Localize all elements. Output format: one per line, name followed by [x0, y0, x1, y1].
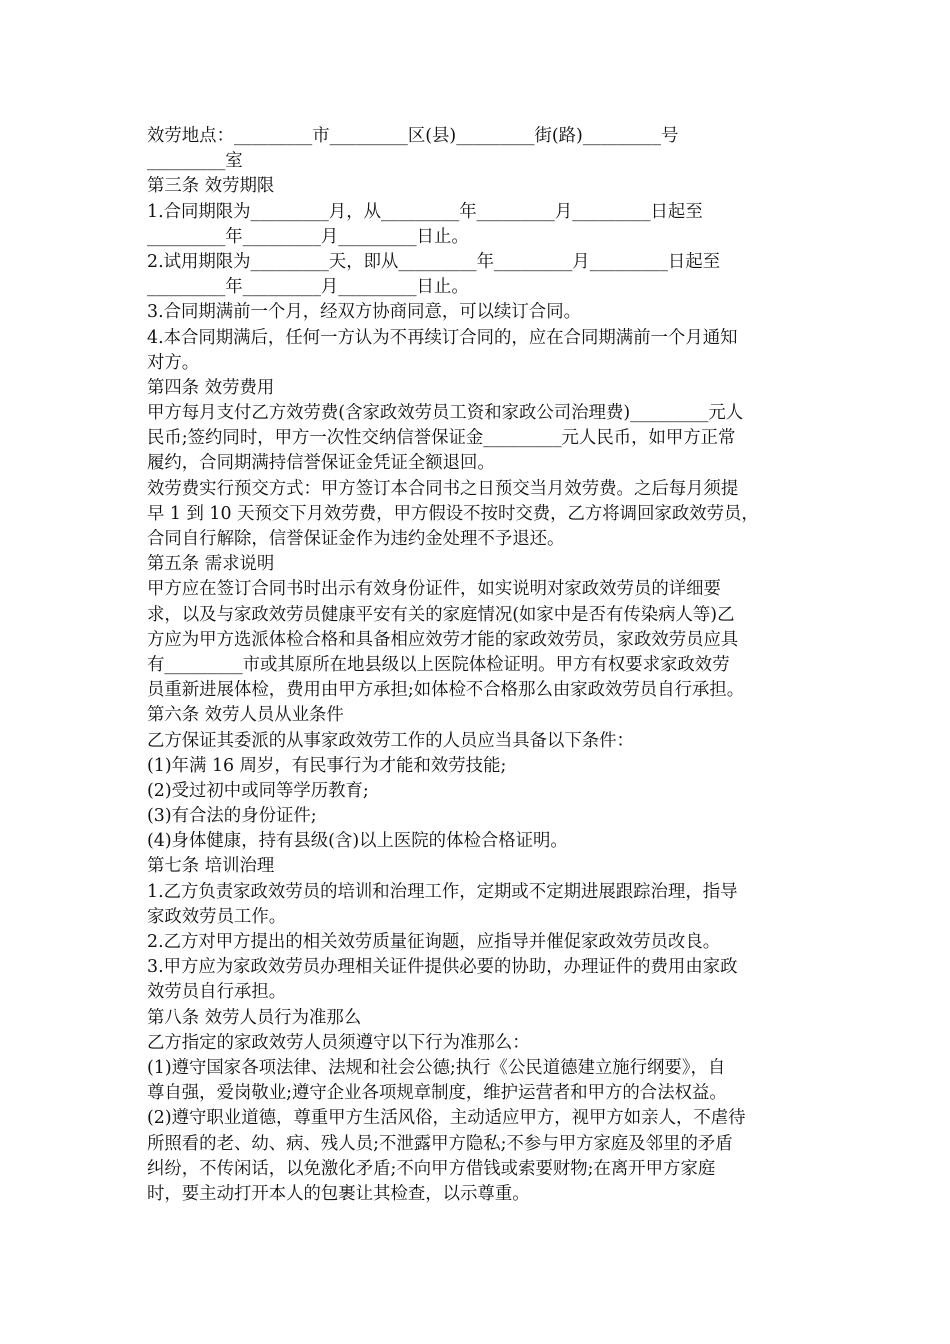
- text-line: 2.试用期限为_________天，即从_________年_________月_________日起至: [147, 251, 721, 272]
- section-heading: 第三条 效劳期限: [147, 176, 275, 197]
- text-line: _________室: [147, 151, 243, 172]
- section-heading: 第七条 培训治理: [147, 856, 275, 877]
- text-line: 纠纷，不传闲话，以免激化矛盾;不向甲方借钱或索要财物;在离开甲方家庭: [147, 1158, 716, 1179]
- text-line: 方应为甲方选派体检合格和具备相应效劳才能的家政效劳员，家政效劳员应具: [147, 629, 739, 650]
- text-line: 3.合同期满前一个月，经双方协商同意，可以续订合同。: [147, 302, 581, 323]
- text-line: (1)遵守国家各项法律、法规和社会公德;执行《公民道德建立施行纲要》，自: [147, 1057, 726, 1078]
- text-line: 效劳员自行承担。: [147, 982, 287, 1003]
- text-line: 效劳地点：_________市_________区(县)_________街(路)_________号: [147, 126, 679, 146]
- text-line: 民币;签约同时，甲方一次性交纳信誉保证金_________元人民币，如甲方正常: [147, 428, 736, 449]
- text-line: 有_________市或其原所在地县级以上医院体检证明。甲方有权要求家政效劳: [147, 654, 730, 675]
- document-body: [147, 124, 807, 1207]
- text-line: 乙方保证其委派的从事家政效劳工作的人员应当具备以下条件：: [147, 730, 634, 751]
- text-line: 履约，合同期满持信誉保证金凭证全额退回。: [147, 453, 495, 474]
- text-line: 乙方指定的家政效劳人员须遵守以下行为准那么：: [147, 1032, 530, 1053]
- text-line: 家政效劳员工作。: [147, 906, 287, 927]
- text-line: (3)有合法的身份证件;: [147, 806, 317, 827]
- text-line: 对方。: [147, 352, 200, 373]
- text-line: 所照看的老、幼、病、残人员;不泄露甲方隐私;不参与甲方家庭及邻里的矛盾: [147, 1133, 733, 1154]
- text-line: 甲方每月支付乙方效劳费(含家政效劳员工资和家政公司治理费)_________元人: [147, 403, 744, 424]
- section-heading: 第八条 效劳人员行为准那么: [147, 1007, 362, 1028]
- text-line: 尊自强，爱岗敬业;遵守企业各项规章制度，维护运营者和甲方的合法权益。: [147, 1083, 727, 1104]
- text-line: 4.本合同期满后，任何一方认为不再续订合同的，应在合同期满前一个月通知: [147, 327, 738, 348]
- text-line: (4)身体健康，持有县级(含)以上医院的体检合格证明。: [147, 831, 568, 852]
- text-line: (1)年满 16 周岁，有民事行为才能和效劳技能;: [147, 755, 507, 776]
- text-line: 1.合同期限为_________月，从_________年_________月_________日起至: [147, 201, 703, 222]
- text-line: 时，要主动打开本人的包裹让其检查，以示尊重。: [147, 1183, 530, 1204]
- text-line: _________年_________月_________日止。: [147, 277, 469, 298]
- text-line: 求，以及与家政效劳员健康平安有关的家庭情况(如家中是否有传染病人等)乙: [147, 604, 735, 625]
- section-heading: 第四条 效劳费用: [147, 377, 275, 398]
- text-line: 效劳费实行预交方式：甲方签订本合同书之日预交当月效劳费。之后每月须提: [147, 478, 739, 499]
- section-heading: 第五条 需求说明: [147, 554, 275, 575]
- text-line: 3.甲方应为家政效劳员办理相关证件提供必要的协助，办理证件的费用由家政: [147, 957, 738, 978]
- text-line: 合同自行解除，信誉保证金作为违约金处理不予退还。: [147, 529, 565, 549]
- text-line: 2.乙方对甲方提出的相关效劳质量征询题，应指导并催促家政效劳员改良。: [147, 932, 721, 952]
- text-line: 1.乙方负责家政效劳员的培训和治理工作，定期或不定期进展跟踪治理，指导: [147, 881, 738, 902]
- text-line: 甲方应在签订合同书时出示有效身份证件，如实说明对家政效劳员的详细要: [147, 579, 721, 600]
- text-line: 员重新进展体检，费用由甲方承担;如体检不合格那么由家政效劳员自行承担。: [147, 680, 745, 701]
- text-line: (2)遵守职业道德，尊重甲方生活风俗，主动适应甲方，视甲方如亲人，不虐待: [147, 1108, 746, 1129]
- text-line: _________年_________月_________日止。: [147, 226, 469, 247]
- text-line: (2)受过初中或同等学历教育;: [147, 780, 369, 801]
- text-line: 早 1 到 10 天预交下月效劳费，甲方假设不按时交费，乙方将调回家政效劳员，: [147, 503, 759, 524]
- section-heading: 第六条 效劳人员从业条件: [147, 705, 344, 726]
